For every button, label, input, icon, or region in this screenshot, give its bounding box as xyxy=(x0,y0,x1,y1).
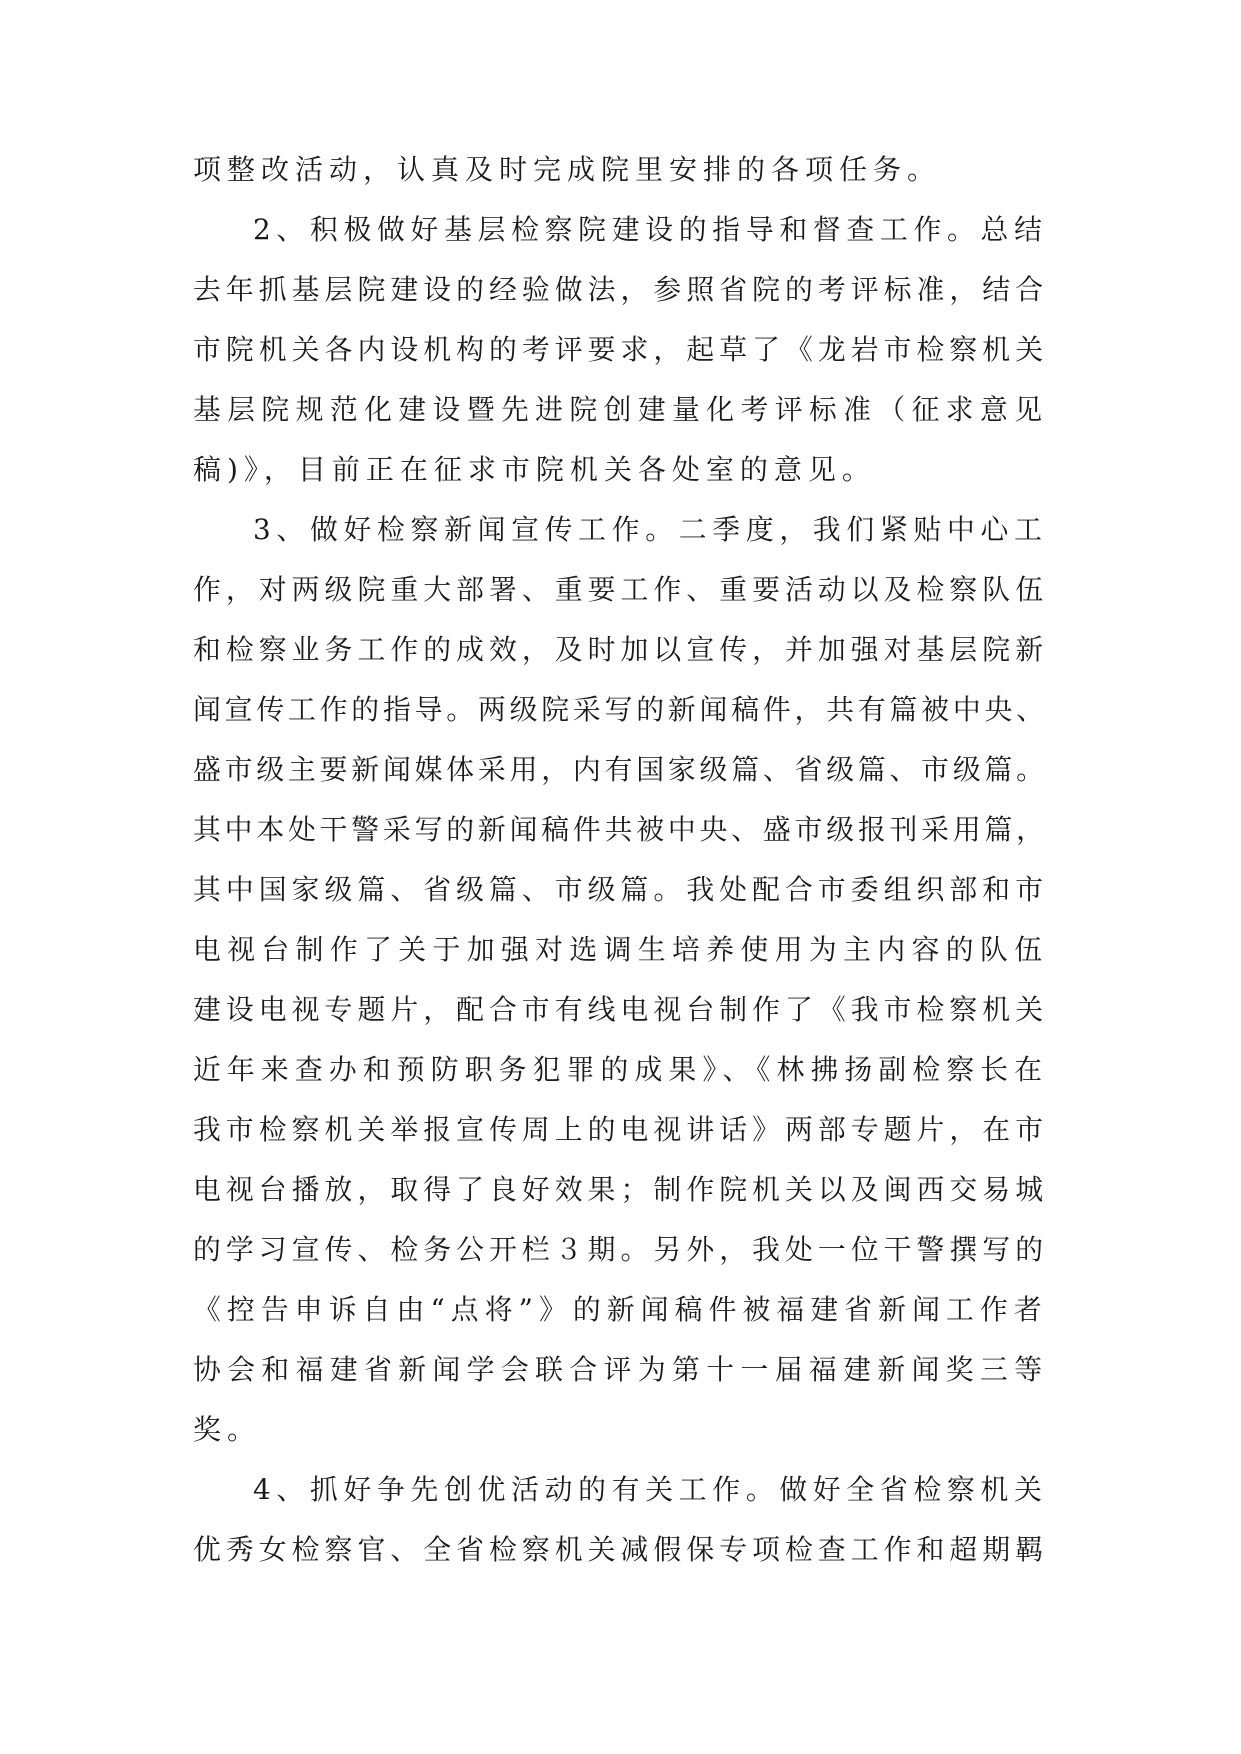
text-line: 其中本处干警采写的新闻稿件共被中央、盛市级报刊采用篇， xyxy=(193,813,1048,846)
text-line: 电视台播放，取得了良好效果；制作院机关以及闽西交易城 xyxy=(193,1173,1049,1206)
text-line: 市院机关各内设机构的考评要求，起草了《龙岩市检察机关 xyxy=(193,333,1049,366)
text-line: 3、做好检察新闻宣传工作。二季度，我们紧贴中心工 xyxy=(253,513,1048,546)
text-line: 项整改活动，认真及时完成院里安排的各项任务。 xyxy=(193,153,942,186)
text-line: 稿)》，目前正在征求市院机关各处室的意见。 xyxy=(193,453,876,486)
text-line: 协会和福建省新闻学会联合评为第十一届福建新闻奖三等 xyxy=(193,1353,1049,1386)
text-line: 我市检察机关举报宣传周上的电视讲话》两部专题片，在市 xyxy=(193,1113,1049,1146)
text-line: 电视台制作了关于加强对选调生培养使用为主内容的队伍 xyxy=(193,933,1049,966)
text-line: 2、积极做好基层检察院建设的指导和督查工作。总结 xyxy=(253,213,1048,246)
text-line: 去年抓基层院建设的经验做法，参照省院的考评标准，结合 xyxy=(193,273,1049,306)
text-line: 优秀女检察官、全省检察机关减假保专项检查工作和超期羁 xyxy=(193,1533,1049,1566)
text-line: 的学习宣传、检务公开栏３期。另外，我处一位干警撰写的 xyxy=(193,1233,1049,1266)
text-line: 《控告申诉自由“点将”》的新闻稿件被福建省新闻工作者 xyxy=(193,1293,1048,1326)
text-line: 近年来查办和预防职务犯罪的成果》、《林拂扬副检察长在 xyxy=(193,1053,1049,1086)
text-line: 盛市级主要新闻媒体采用，内有国家级篇、省级篇、市级篇。 xyxy=(193,753,1048,786)
text-line: 作，对两级院重大部署、重要工作、重要活动以及检察队伍 xyxy=(193,573,1049,606)
text-line: 其中国家级篇、省级篇、市级篇。我处配合市委组织部和市 xyxy=(193,873,1049,906)
text-line: 建设电视专题片，配合市有线电视台制作了《我市检察机关 xyxy=(193,993,1049,1026)
text-line: 基层院规范化建设暨先进院创建量化考评标准（征求意见 xyxy=(193,393,1049,426)
text-line: 奖。 xyxy=(193,1413,262,1446)
text-line: 闻宣传工作的指导。两级院采写的新闻稿件，共有篇被中央、 xyxy=(193,693,1048,726)
text-line: 4、抓好争先创优活动的有关工作。做好全省检察机关 xyxy=(253,1473,1048,1506)
text-line: 和检察业务工作的成效，及时加以宣传，并加强对基层院新 xyxy=(193,633,1049,666)
